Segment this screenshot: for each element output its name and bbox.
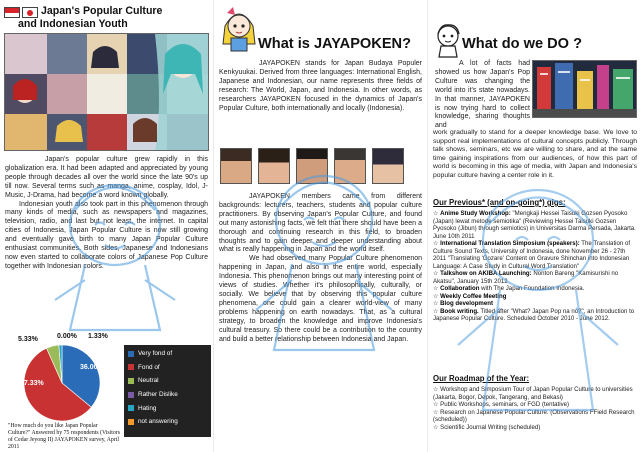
gig-item xyxy=(433,308,638,323)
middle-panel-body xyxy=(219,193,422,344)
brochure-panel-middle xyxy=(214,0,427,452)
gig-title: Anime Study Workshop: xyxy=(440,210,511,217)
star-bullet-icon: ☆ xyxy=(433,408,441,416)
legend-item: Rather Dislike xyxy=(128,388,207,402)
japan-flag-icon xyxy=(22,7,38,18)
legend-swatch xyxy=(128,351,134,357)
what-we-do-paragraph-1: A lot of facts had showed us how Japan's Pop Culture was changing the world into it's state nowadays. In that manner, JAYAPOKEN is now trying hard to collect knowledge, sharing thoughts and xyxy=(435,60,530,130)
gig-item xyxy=(433,293,638,301)
gig-title: International Translation Simposium (speakers): xyxy=(440,240,580,247)
gig-detail: Nonton Bareng "Kamisurishi no Akatsu", January 15th 2012 xyxy=(433,270,619,285)
roadmap-list xyxy=(433,386,638,431)
star-bullet-icon: ☆ xyxy=(433,401,441,408)
legend-item: Neutral xyxy=(128,374,207,388)
gig-item xyxy=(433,210,638,240)
roadmap-item xyxy=(433,401,638,409)
roadmap-item xyxy=(433,386,638,401)
member-photo-1 xyxy=(220,148,252,184)
gig-detail: "Mengkaji Hessei Taisuki Gozsen Pyosoko (Japan) lewat metode semiotika" (Reviewing Hessei Taisuki Gozsen Pyosoko (Jibun) through semiotics) in Universitas Darma Persada, Jakarta. June 10th 2011 xyxy=(433,210,636,240)
tokyo-street-photo xyxy=(532,60,637,118)
star-bullet-icon: ☆ xyxy=(433,240,441,247)
pie-legend xyxy=(124,345,211,437)
gigs-list xyxy=(433,210,638,323)
legend-swatch xyxy=(128,419,134,425)
legend-item: not answering xyxy=(128,415,207,429)
star-bullet-icon: ☆ xyxy=(433,386,441,393)
star-bullet-icon: ☆ xyxy=(433,292,441,300)
cartoon-boy-icon xyxy=(433,22,463,58)
what-we-do-paragraph-2: work gradually to stand for a deeper knowledge base. We love to support real implementations of cultural concepts publicly. Through talk shows, seminars, etc we are willing to share, and at the same time gaining inspirations from our audiences, of how this part of world is becoming in this age of media, with Japan and Indonesia's popular culture having a center role in it. xyxy=(433,129,637,179)
members-paragraph: JAYAPOKEN members came from different backgrounds: lecturers, teachers, students and popular culture practitioners. By observing Japan's Popular Culture, and found out many astonishing facts, we felt that there should have been a thorough and continuing research in this field, to broaden thoughts and to gain deeper and deeper understanding about what is really happening in Japan and the world itself. xyxy=(219,193,422,254)
gig-title: Book writing. xyxy=(440,307,479,315)
member-photo-2 xyxy=(258,148,290,184)
observation-paragraph: We had observed many Popular Culture phenomenon happening in Japan, and also in the entire world, especially Indonesia. This phenomenon brings out many interesting point of views of studies. Whether it's philosophically, culturally, or socially. We believe that by observing this popular culture phenomena, one could gain a clearer world-view of many problems happening on earth nowadays. That, as a cultural strategy, to broaden the knowledge and improve Indonesia's cultural treasury. So there could be a contribution to the country and build a better relationship between Indonesia and Japan. xyxy=(219,255,422,343)
pie-svg xyxy=(4,333,122,423)
panel-title-line1: Japan's Popular Culture xyxy=(41,5,163,17)
star-bullet-icon: ☆ xyxy=(433,307,441,315)
pie-label-rather-dislike: 0.00% xyxy=(57,333,77,340)
jayapoken-definition-paragraph: JAYAPOKEN stands for Japan Budaya Populer Kenkyuukai. Derived from three languages: International English, Japanese and Indonesian, our name represents three fields of research: The World, Japan, and Indonesia. In other words, as researchers JAYAPOKEN focused in the dynamics of Japan's Popular Culture, both internationally and locally (Indonesia). xyxy=(219,60,422,112)
gig-item xyxy=(433,240,638,270)
survey-pie-chart xyxy=(4,333,122,423)
gig-item xyxy=(433,270,638,285)
roadmap-text: Research on Japanese Popular Culture. (Observations FField Research (scheduled)) xyxy=(433,408,635,423)
star-bullet-icon: ☆ xyxy=(433,423,441,431)
gig-detail: Titled after "What? Japan Pop na no?", an Introduction to Japanese Popular Culture. Scheduled October 2010 - June 2012. xyxy=(433,307,635,322)
brochure-panel-right xyxy=(428,0,640,452)
star-bullet-icon: ☆ xyxy=(433,285,441,292)
pie-label-hating: 1.33% xyxy=(88,333,108,340)
member-photo-5 xyxy=(372,148,404,184)
indonesia-flag-icon xyxy=(4,7,20,18)
anime-collage-image xyxy=(4,33,209,151)
roadmap-item xyxy=(433,424,638,432)
gig-item xyxy=(433,300,638,308)
pie-label-fond: 57.33% xyxy=(20,380,44,387)
gig-title: Blog development xyxy=(440,300,493,307)
legend-swatch xyxy=(128,364,134,370)
right-panel-body xyxy=(433,129,637,181)
cartoon-girl-icon xyxy=(219,4,259,54)
gig-detail: The Translation of Culture Sound Texts, University of Indonesia, done November 26 - 27th 2011 "Translating 'Gozare' Content on Gravure Shinchan into Indonesian Language: A Case Study in Cultural Word Translation" xyxy=(433,240,631,270)
member-photo-4 xyxy=(334,148,366,184)
intro-paragraph: Japan's popular culture grew rapidly in this globalization era. It had been adapted and appreciated by young people through decades all over the world since the late 90's up till now. Several terms such as manga, anime, cosplay, Idol, J-Music, J-Drama, had become a word known globally. xyxy=(5,156,208,199)
roadmap-item xyxy=(433,409,638,424)
legend-swatch xyxy=(128,378,134,384)
gig-title: Talkshow on AKIBA Launching: xyxy=(440,270,532,277)
roadmap-text: Scientific Journal Writing (scheduled) xyxy=(440,423,541,431)
roadmap-heading: Our Roadmap of the Year: xyxy=(433,374,530,383)
panel-title: What do we DO ? xyxy=(462,36,582,52)
gig-title: Collaboration xyxy=(440,285,480,292)
legend-item: Very fond of xyxy=(128,347,207,361)
roadmap-text: Workshop and Simposium Tour of Japan Popular Culture to universities (Jakarta, Bogor, Depok, Tangerang, and Bekasi) xyxy=(433,386,633,401)
panel-title-line2: and Indonesian Youth xyxy=(18,18,128,30)
middle-panel-intro xyxy=(219,60,422,113)
legend-item: Fond of xyxy=(128,361,207,375)
brochure-panel-left xyxy=(0,0,213,452)
left-panel-body xyxy=(5,156,208,272)
legend-swatch xyxy=(128,405,134,411)
panel-title: What is JAYAPOKEN? xyxy=(258,36,412,52)
pie-label-neutral: 5.33% xyxy=(18,336,38,343)
right-panel-intro xyxy=(435,60,530,131)
gig-item xyxy=(433,285,638,293)
previous-gigs-heading: Our Previous* (and on-going*) gigs: xyxy=(433,198,566,207)
pie-label-very-fond: 36.00% xyxy=(80,364,104,371)
star-bullet-icon: ☆ xyxy=(433,300,441,307)
roadmap-text: Public Workshops, seminars, or FGD (tentative) xyxy=(440,401,570,408)
star-bullet-icon: ☆ xyxy=(433,270,441,277)
indonesian-youth-paragraph: Indonesian youth also took part in this phenomenon through many kinds of media, such as newspapers and magazines, television, radio, and last but not least, the internet. In capital cities of Indonesia, Japan Popular Culture is now still growing and eventually gave birth to many Japan Popular Culture enthusiast communities. Both sides, Japanese and Indonesians now even started to collaborate colors of Japanese Pop Culture together with Indonesian colors. xyxy=(5,200,208,270)
pie-caption: "How much do you like Japan Popular Culture?" Answered by 75 respondents (Visitors of Cedar Jeyong II) JAYAPOKEN survey, April 2011 xyxy=(8,423,120,450)
gig-title: Weekly Coffee Meeting xyxy=(440,292,507,300)
star-bullet-icon: ☆ xyxy=(433,210,441,217)
legend-swatch xyxy=(128,392,134,398)
gig-detail: with The Japan Foundation Indonesia. xyxy=(481,285,585,292)
member-photo-3 xyxy=(296,148,328,184)
legend-item: Hating xyxy=(128,401,207,415)
